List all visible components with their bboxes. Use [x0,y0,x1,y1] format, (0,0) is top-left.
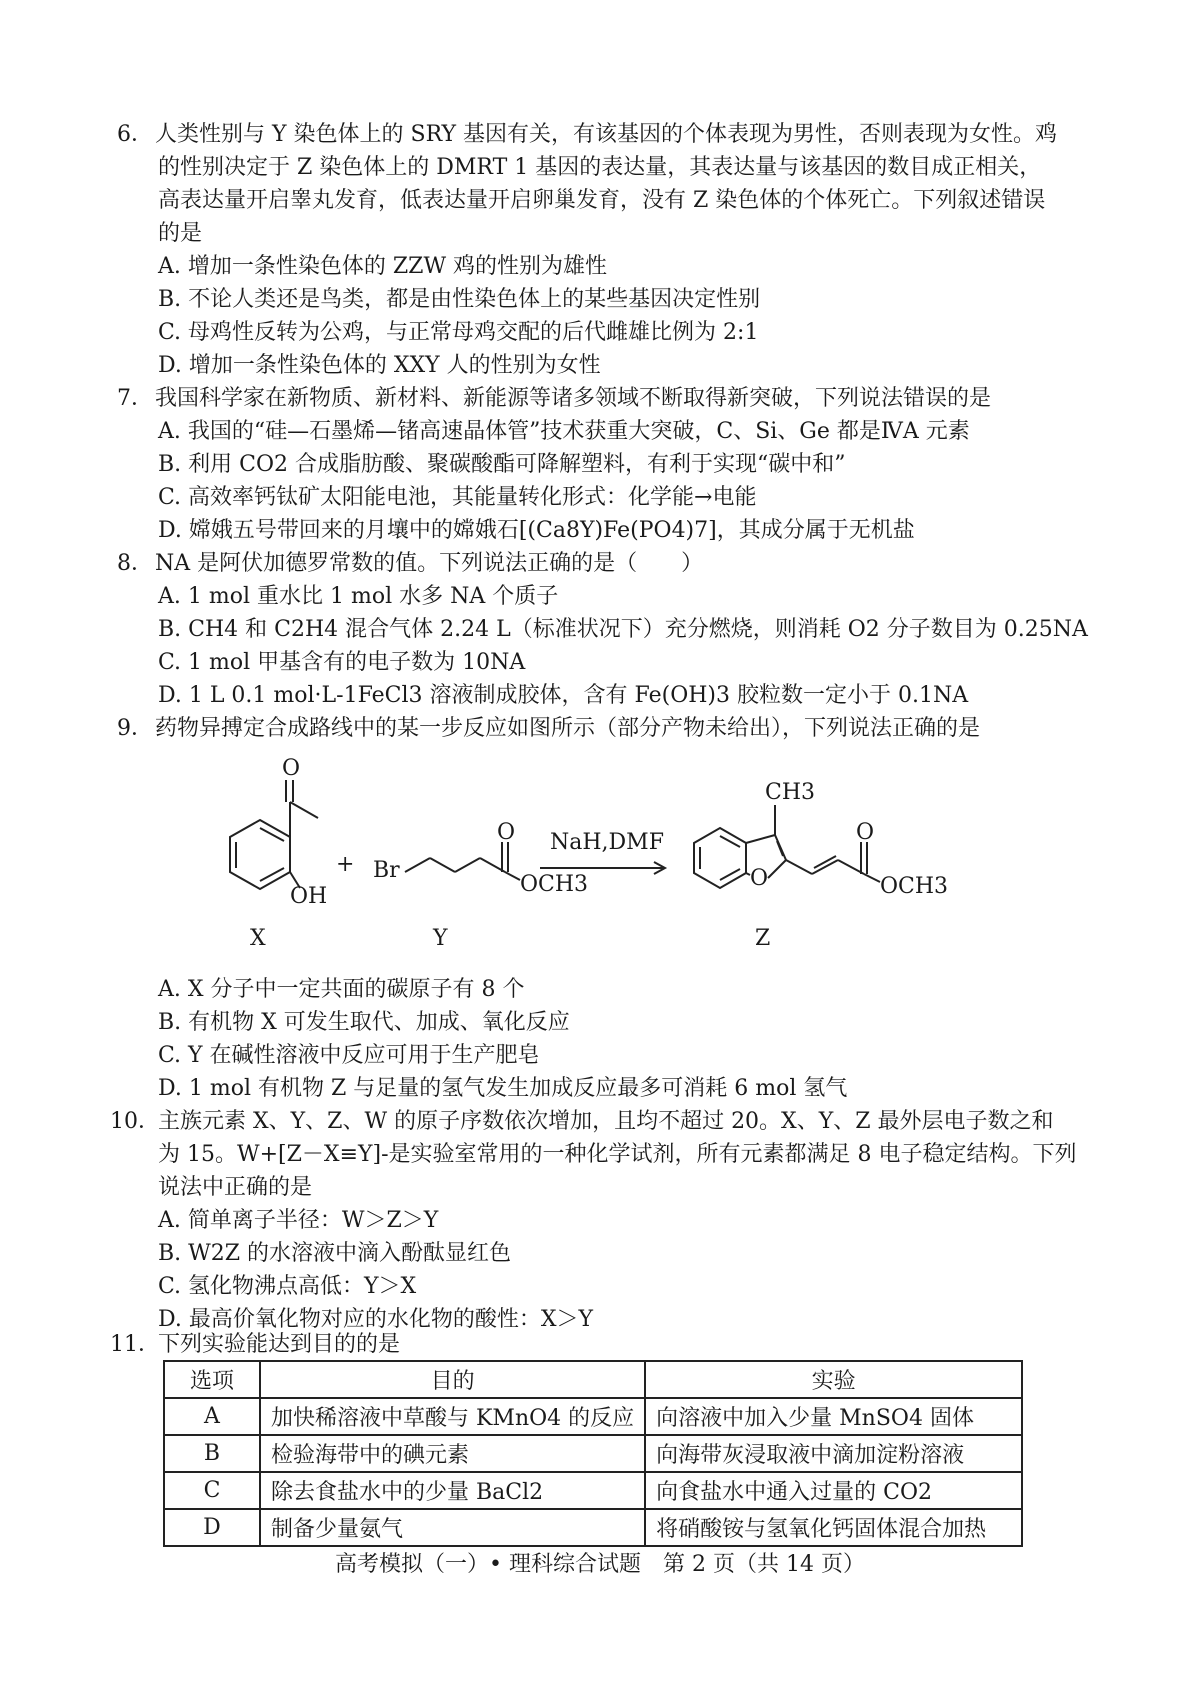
table-header: 目的 [260,1361,645,1398]
q7-option-a: A. 我国的“硅—石墨烯—锗高速晶体管”技术获重大突破，C、Si、Ge 都是ⅣA 元素 [158,419,970,444]
table-cell: 向食盐水中通入过量的 CO2 [645,1472,1022,1509]
q6-line3: 高表达量开启睾丸发育，低表达量开启卵巢发育，没有 Z 染色体的个体死亡。下列叙述错误 [158,188,1046,213]
table-cell: D [164,1509,260,1546]
q6-option-c: C. 母鸡性反转为公鸡，与正常母鸡交配的后代雌雄比例为 2:1 [158,320,759,345]
q10-option-a: A. 简单离子半径：W＞Z＞Y [158,1208,439,1233]
z-ring-o: O [750,866,769,891]
table-cell: 制备少量氨气 [260,1509,645,1546]
q10-number: 10． [110,1109,160,1134]
page-footer: 高考模拟（一）• 理科综合试题 第 2 页（共 14 页） [335,1552,865,1577]
q10-line2: 为 15。W+[Z－X≡Y]-是实验室常用的一种化学试剂，所有元素都满足 8 电子稳定结构。下列 [158,1142,1077,1167]
q11-number: 11． [110,1332,160,1357]
table-header: 选项 [164,1361,260,1398]
q9-option-a: A. X 分子中一定共面的碳原子有 8 个 [158,977,525,1002]
table-cell: A [164,1398,260,1435]
table-cell: 除去食盐水中的少量 BaCl2 [260,1472,645,1509]
q7-stem-text: 我国科学家在新物质、新材料、新能源等诸多领域不断取得新突破，下列说法错误的是 [155,386,992,411]
z-ch3-label: CH3 [765,780,816,805]
q9-option-c: C. Y 在碱性溶液中反应可用于生产肥皂 [158,1043,540,1068]
q7-option-b: B. 利用 CO2 合成脂肪酸、聚碳酸酯可降解塑料，有利于实现“碳中和” [158,452,846,477]
table-cell: 向溶液中加入少量 MnSO4 固体 [645,1398,1022,1435]
table-cell: C [164,1472,260,1509]
q8-stem-text: NA 是阿伏加德罗常数的值。下列说法正确的是（ ） [155,551,704,576]
q6-line4: 的是 [158,221,203,246]
table-cell: 将硝酸铵与氢氧化钙固体混合加热 [645,1509,1022,1546]
table-row [164,1509,1022,1546]
table-row [164,1435,1022,1472]
q7-option-c: C. 高效率钙钛矿太阳能电池，其能量转化形式：化学能→电能 [158,485,757,510]
q6-option-a: A. 增加一条性染色体的 ZZW 鸡的性别为雄性 [158,254,608,279]
reagent-label: NaH,DMF [550,830,664,855]
q6-line2: 的性别决定于 Z 染色体上的 DMRT 1 基因的表达量，其表达量与该基因的数目成正相关， [158,155,1042,180]
q10-line1 [110,1107,1054,1137]
q11-table [163,1360,1023,1547]
x-carbonyl-o: O [282,756,301,781]
q10-line3: 说法中正确的是 [158,1175,313,1200]
q8-option-a: A. 1 mol 重水比 1 mol 水多 NA 个质子 [158,584,559,609]
q9-stem [117,714,980,744]
x-benzene-ring [230,820,290,889]
label-y: Y [433,926,448,951]
plus-sign: + [336,852,355,877]
q8-option-b: B. CH4 和 C2H4 混合气体 2.24 L（标准状况下）充分燃烧，则消耗 O2 分子数目为 0.25NA [158,617,1088,642]
q6-number: 6． [117,122,153,147]
table-header-row [164,1361,1022,1398]
reaction-figure [180,756,1000,960]
q8-option-d: D. 1 L 0.1 mol·L-1FeCl3 溶液制成胶体，含有 Fe(OH)3 胶粒数一定小于 0.1NA [158,683,969,708]
table-cell: 检验海带中的碘元素 [260,1435,645,1472]
label-x: X [250,926,266,951]
label-z: Z [755,926,771,951]
q9-number: 9． [117,716,153,741]
q10-option-d: D. 最高价氧化物对应的水化物的酸性：X＞Y [158,1307,594,1332]
table-row [164,1398,1022,1435]
q9-option-b: B. 有机物 X 可发生取代、加成、氧化反应 [158,1010,570,1035]
q10-option-b: B. W2Z 的水溶液中滴入酚酞显红色 [158,1241,512,1266]
z-och3-label: OCH3 [880,874,949,899]
q9-stem-text: 药物异搏定合成路线中的某一步反应如图所示（部分产物未给出），下列说法正确的是 [155,716,981,741]
y-carbonyl-o: O [497,820,516,845]
q9-option-d: D. 1 mol 有机物 Z 与足量的氢气发生加成反应最多可消耗 6 mol 氢气 [158,1076,848,1101]
table-cell: B [164,1435,260,1472]
table-header: 实验 [645,1361,1022,1398]
q10-option-c: C. 氢化物沸点高低：Y＞X [158,1274,417,1299]
q10-text-1: 主族元素 X、Y、Z、W 的原子序数依次增加，且均不超过 20。X、Y、Z 最外层电子数之和 [158,1109,1054,1134]
y-och3-label: OCH3 [520,872,589,897]
q11-stem [110,1330,400,1360]
q6-text-1: 人类性别与 Y 染色体上的 SRY 基因有关，有该基因的个体表现为男性，否则表现为女性。鸡 [155,122,1057,147]
q8-stem [117,549,703,579]
q6-option-d: D. 增加一条性染色体的 XXY 人的性别为女性 [158,353,601,378]
table-cell: 加快稀溶液中草酸与 KMnO4 的反应 [260,1398,645,1435]
q8-option-c: C. 1 mol 甲基含有的电子数为 10NA [158,650,526,675]
q7-option-d: D. 嫦娥五号带回来的月壤中的嫦娥石[(Ca8Y)Fe(PO4)7]，其成分属于无机盐 [158,518,915,543]
q11-stem-text: 下列实验能达到目的的是 [158,1332,401,1357]
y-br-label: Br [373,858,400,883]
q6-option-b: B. 不论人类还是鸟类，都是由性染色体上的某些基因决定性别 [158,287,761,312]
q6-line1 [117,120,1057,150]
q8-number: 8． [117,551,153,576]
q7-number: 7． [117,386,153,411]
z-carbonyl-o: O [856,820,875,845]
q7-stem [117,384,991,414]
reaction-scheme-svg [180,780,1000,960]
table-row [164,1472,1022,1509]
x-oh-label: OH [290,884,328,909]
table-cell: 向海带灰浸取液中滴加淀粉溶液 [645,1435,1022,1472]
